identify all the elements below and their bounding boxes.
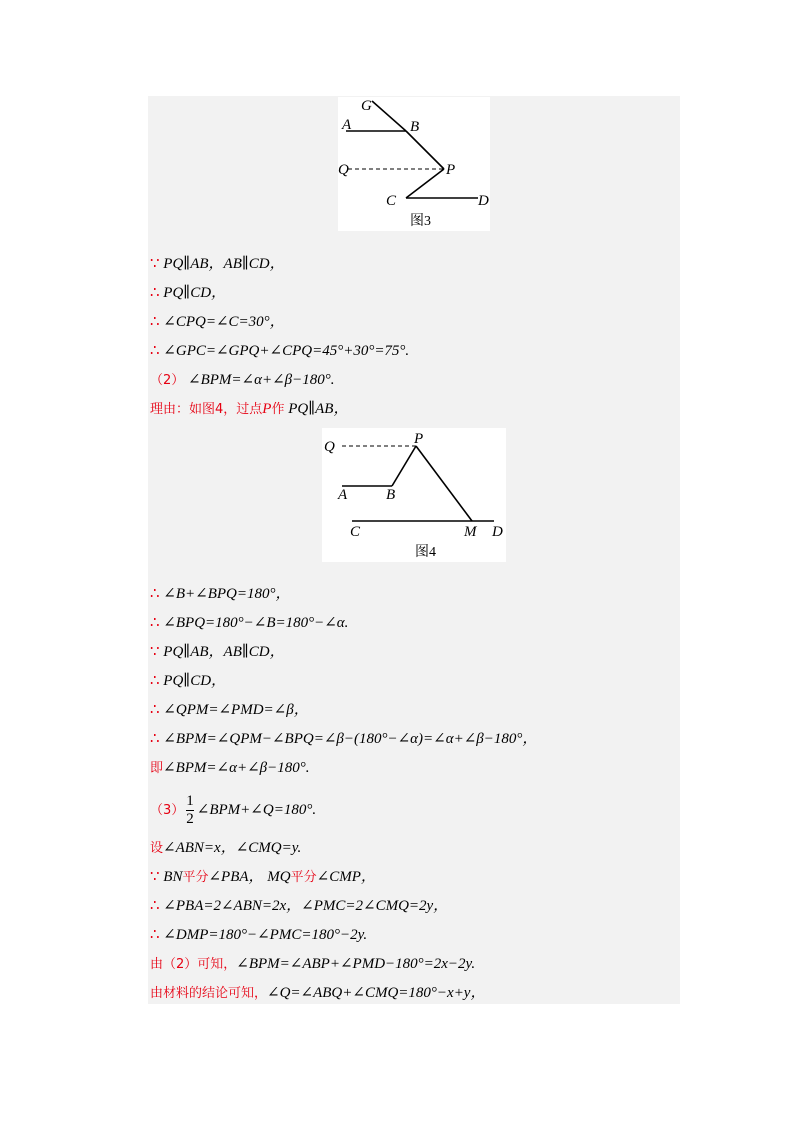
line-1 [150,254,285,274]
line-7 [150,584,291,604]
math-expression: PQ∥CD， [163,285,227,301]
let-word: 设 [150,841,164,856]
math-expression: MQ [267,869,291,885]
math-expression: ∠BPM=∠ABP+∠PMD−180°=2x−2y. [236,956,476,972]
line-13 [150,758,310,779]
math-expression: ∠PBA=2∠ABN=2x，∠PMC=2∠CMQ=2y， [163,898,449,914]
math-expression: PQ∥AB，AB∥CD， [163,644,285,660]
line-19 [150,954,475,975]
line-12 [150,729,537,749]
line-8 [150,613,348,633]
line-16 [150,867,376,888]
label-m: M [464,524,477,540]
therefore-symbol: ∴ [150,673,160,689]
label-q: Q [338,162,349,178]
math-expression: ∠BPQ=180°−∠B=180°−∠α. [163,615,349,631]
math-expression: ∠GPC=∠GPQ+∠CPQ=45°+30°=75°. [163,343,410,359]
line-10 [150,671,226,691]
label-p: P [446,162,456,178]
math-expression: PQ∥AB， [288,401,349,417]
line-4 [150,341,409,361]
line-9 [150,642,285,662]
line-3 [150,312,285,332]
math-expression: PQ∥AB，AB∥CD， [163,256,285,272]
fraction-denominator: 2 [186,811,194,828]
fraction-numerator: 1 [186,793,194,810]
conclusion-word: 即 [150,761,164,776]
label-p: P [414,431,424,447]
because-symbol: ∵ [150,256,160,272]
math-expression: ∠CMP， [316,869,376,885]
therefore-symbol: ∴ [150,586,160,602]
figure-4 [322,428,506,562]
therefore-symbol: ∴ [150,314,160,330]
line-2 [150,283,226,303]
label-a: A [338,487,348,503]
label-c: C [350,524,361,540]
label-a: A [342,117,352,133]
bisect-word: 平分 [290,870,317,885]
label-d: D [478,193,489,209]
line-18 [150,925,367,945]
reason-text: 理由：如图4，过点 [150,402,263,417]
bisect-word: 平分 [182,870,209,885]
reason-text-2: 作 [271,402,285,417]
label-c: C [386,193,397,209]
line-11 [150,700,309,720]
because-symbol: ∵ [150,869,160,885]
point-label: P [262,401,272,417]
math-expression: ∠B+∠BPQ=180°， [163,586,291,602]
math-expression: ∠BPM=∠α+∠β−180°. [188,372,335,388]
label-b: B [410,119,420,135]
math-expression: ∠BPM=∠α+∠β−180°. [163,760,310,776]
figure-4-diagram [322,428,506,562]
therefore-symbol: ∴ [150,731,160,747]
label-b: B [386,487,396,503]
math-expression: BN [163,869,183,885]
math-expression: PQ∥CD， [163,673,227,689]
math-expression: ∠QPM=∠PMD=∠β， [163,702,309,718]
math-expression: ∠BPM+∠Q=180°. [196,802,317,818]
reference-text: 由材料的结论可知， [150,986,268,1001]
part-label: （2） [150,373,185,388]
math-expression: ∠CPQ=∠C=30°， [163,314,285,330]
line-17 [150,896,448,916]
figure-3 [338,97,490,231]
line-6 [150,399,348,420]
figure-3-diagram [338,97,490,231]
math-expression: ∠BPM=∠QPM−∠BPQ=∠β−(180°−∠α)=∠α+∠β−180°， [163,731,538,747]
figure-4-caption: 图4 [415,545,436,560]
math-expression: ∠ABN=x，∠CMQ=y. [163,840,302,856]
label-g: G [361,98,372,114]
label-d: D [492,524,503,540]
line-15 [150,838,301,859]
line-20 [150,983,485,1004]
figure-3-caption: 图3 [410,214,431,229]
line-5 [150,370,335,391]
because-symbol: ∵ [150,644,160,660]
therefore-symbol: ∴ [150,343,160,359]
fraction-one-half [186,793,194,828]
label-q: Q [324,439,335,455]
math-expression: ∠Q=∠ABQ+∠CMQ=180°−x+y， [267,985,486,1001]
reference-text: 由（2）可知， [150,957,237,972]
therefore-symbol: ∴ [150,285,160,301]
therefore-symbol: ∴ [150,615,160,631]
therefore-symbol: ∴ [150,898,160,914]
part-label: （3） [150,803,185,818]
math-expression: ∠PBA， [208,869,264,885]
math-expression: ∠DMP=180°−∠PMC=180°−2y. [163,927,368,943]
therefore-symbol: ∴ [150,927,160,943]
line-14 [150,790,316,830]
therefore-symbol: ∴ [150,702,160,718]
